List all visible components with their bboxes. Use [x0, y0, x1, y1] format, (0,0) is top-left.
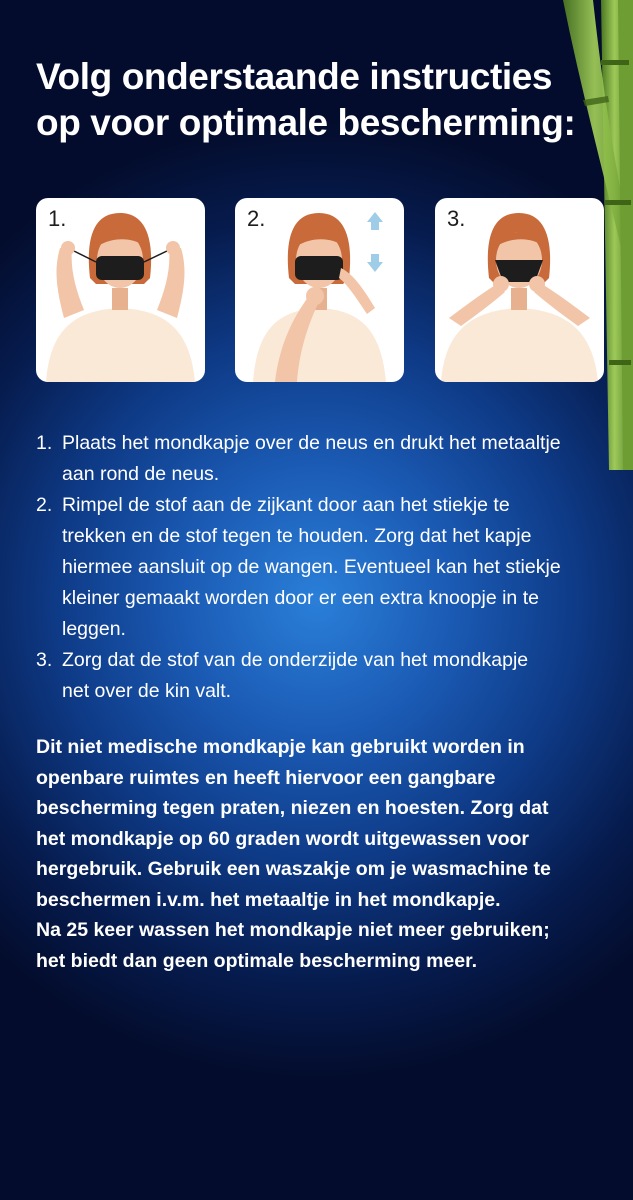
title-line-1: Volg onderstaande instructies	[36, 56, 553, 97]
instruction-line: leggen.	[62, 618, 126, 640]
instruction-line: kleiner gemaakt worden door er een extra knoopje in te	[62, 587, 539, 609]
instruction-item	[36, 428, 606, 490]
page-title	[36, 54, 576, 146]
step-3-number: 3.	[447, 206, 466, 231]
info-line: hergebruik. Gebruik een waszakje om je wasmachine te	[36, 858, 551, 880]
info-line: beschermen i.v.m. het metaaltje in het mondkapje.	[36, 888, 501, 911]
instruction-item	[36, 490, 606, 645]
info-line: Dit niet medische mondkapje kan gebruikt worden in	[36, 736, 525, 758]
illustration-cards	[36, 198, 604, 382]
instruction-line: aan rond de neus.	[62, 463, 220, 485]
instruction-number: 3.	[36, 649, 53, 671]
instruction-line: net over de kin valt.	[62, 680, 232, 702]
instruction-line: trekken en de stof tegen te houden. Zorg dat het kapje	[62, 525, 532, 547]
instruction-list	[36, 428, 606, 707]
instruction-line: Zorg dat de stof van de onderzijde van het mondkapje	[62, 649, 529, 671]
title-line-2: op voor optimale bescherming:	[36, 102, 576, 143]
instruction-number: 2.	[36, 494, 53, 516]
step-1-card	[36, 198, 205, 382]
instruction-line: Rimpel de stof aan de zijkant door aan het stiekje te	[62, 494, 510, 516]
instruction-line: hiermee aansluit op de wangen. Eventueel kan het stiekje	[62, 556, 561, 578]
info-line: het biedt dan geen optimale bescherming meer.	[36, 949, 478, 972]
info-line: bescherming tegen praten, niezen en hoesten. Zorg dat	[36, 797, 549, 819]
info-line: Na 25 keer wassen het mondkapje niet meer gebruiken;	[36, 919, 550, 941]
instruction-line: Plaats het mondkapje over de neus en drukt het metaaltje	[62, 432, 561, 454]
step-3-card	[435, 198, 604, 382]
usage-info-paragraph	[36, 732, 606, 976]
step-2-number: 2.	[247, 206, 266, 231]
info-line: het mondkapje op 60 graden wordt uitgewassen voor	[36, 827, 530, 850]
instruction-item	[36, 645, 606, 707]
info-line: openbare ruimtes en heeft hiervoor een gangbare	[36, 766, 496, 789]
step-1-number: 1.	[48, 206, 67, 231]
instruction-number: 1.	[36, 432, 53, 454]
step-2-card	[235, 198, 404, 382]
